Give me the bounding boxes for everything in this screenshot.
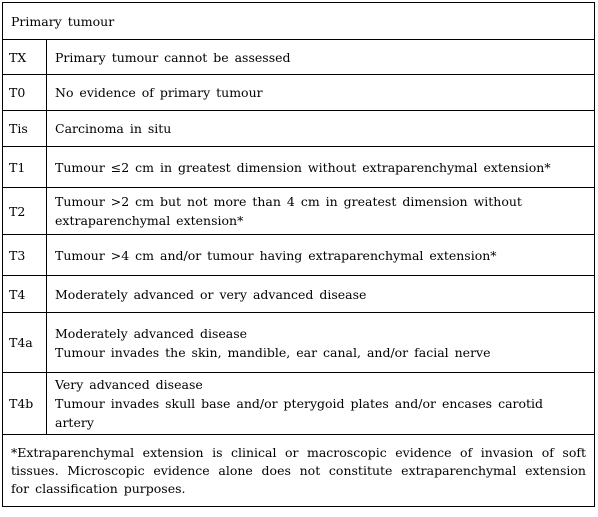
row-code: T1 [3, 147, 47, 188]
row-code: T4a [3, 313, 47, 373]
row-description-line: Carcinoma in situ [55, 121, 172, 136]
row-description [47, 40, 595, 75]
row-description [47, 276, 595, 313]
row-code: Tis [3, 111, 47, 147]
row-description-line: Primary tumour cannot be assessed [55, 49, 291, 65]
row-description [47, 188, 595, 235]
row-description-line: Tumour >4 cm and/or tumour having extraparenchymal extension* [55, 247, 497, 263]
row-description-line: Tumour >2 cm but not more than 4 cm in greatest dimension without [55, 194, 522, 209]
row-description-line: Tumour invades the skin, mandible, ear canal, and/or facial nerve [55, 344, 491, 360]
row-description-line: No evidence of primary tumour [55, 85, 263, 100]
table-row-tx [3, 40, 595, 75]
row-description-line: Very advanced disease [55, 377, 203, 392]
row-description [47, 111, 595, 147]
row-description [47, 373, 595, 435]
table-footnote: *Extraparenchymal extension is clinical or macroscopic evidence of invasion of soft tissues. Microscopic evidence alone does not constitute extraparenchymal extension for classification purposes. [3, 435, 595, 507]
row-code: T4 [3, 276, 47, 313]
table-row-t4a [3, 313, 595, 373]
row-description-line: Moderately advanced or very advanced disease [55, 286, 367, 302]
row-code: T4b [3, 373, 47, 435]
table-row-t4 [3, 276, 595, 313]
row-description [47, 313, 595, 373]
table-header: Primary tumour [3, 3, 595, 40]
row-description [47, 235, 595, 276]
table-row-t2 [3, 188, 595, 235]
row-code: T3 [3, 235, 47, 276]
table-row-tis [3, 111, 595, 147]
row-code: TX [3, 40, 47, 75]
row-description [47, 75, 595, 111]
table-row-t1 [3, 147, 595, 188]
row-description-line: Tumour ≤2 cm in greatest dimension without extraparenchymal extension* [55, 159, 551, 175]
row-description-line: Tumour invades skull base and/or pterygoid plates and/or encases carotid artery [55, 396, 544, 430]
primary-tumour-table [2, 2, 595, 507]
table-row-t0 [3, 75, 595, 111]
row-description-line: Moderately advanced disease [55, 325, 248, 341]
row-description-line: extraparenchymal extension* [55, 213, 244, 228]
table-row-t3 [3, 235, 595, 276]
row-code: T0 [3, 75, 47, 111]
table-row-t4b [3, 373, 595, 435]
row-code: T2 [3, 188, 47, 235]
row-description [47, 147, 595, 188]
